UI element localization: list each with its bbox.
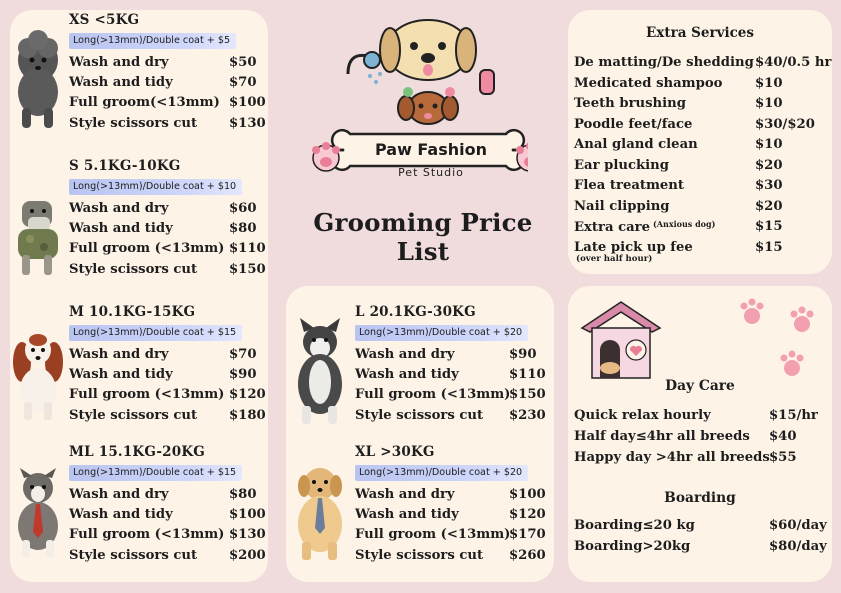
tier-xs — [69, 12, 266, 133]
price-row: Wash and tidy $90 — [69, 366, 257, 382]
boarding-title: Boarding — [664, 490, 736, 506]
daycare-row: Half day≤4hr all breeds $40 — [574, 429, 797, 444]
logo-name: Paw Fashion — [374, 140, 487, 159]
boarding-row: Boarding>20kg $80/day — [574, 539, 827, 554]
price-row: Style scissors cut $180 — [69, 407, 266, 423]
price-row: Full groom (<13mm) $150 — [355, 387, 546, 403]
daycare-title: Day Care — [665, 378, 735, 394]
tier-s — [69, 158, 266, 279]
coat-surcharge: Long(>13mm)/Double coat + $15 — [69, 465, 242, 481]
tier-m — [69, 304, 266, 425]
coat-surcharge: Long(>13mm)/Double coat + $5 — [69, 33, 236, 49]
price-row: Full groom (<13mm) $130 — [69, 527, 266, 543]
coat-surcharge: Long(>13mm)/Double coat + $20 — [355, 465, 528, 481]
price-row: Wash and tidy $80 — [69, 220, 257, 236]
extra-row: Ear plucking $20 — [574, 157, 783, 173]
price-row: Style scissors cut $150 — [69, 261, 266, 277]
price-row: Full groom(<13mm) $100 — [69, 95, 266, 111]
price-row: Style scissors cut $200 — [69, 547, 266, 563]
tier-title: XS <5KG — [69, 12, 140, 28]
aussie-illustration — [10, 468, 68, 560]
price-row: Wash and dry $50 — [69, 54, 257, 70]
price-row: Full groom (<13mm) $110 — [69, 241, 266, 257]
tier-l — [355, 304, 546, 425]
extra-row: Teeth brushing $10 — [574, 96, 783, 111]
extra-row: Nail clipping $20 — [574, 198, 783, 214]
paw-prints-decoration — [736, 296, 828, 388]
paw-fashion-logo — [298, 12, 528, 192]
extra-services — [568, 10, 832, 274]
price-row: Style scissors cut $260 — [355, 547, 546, 563]
price-row: Full groom (<13mm) $170 — [355, 527, 546, 543]
tier-title: S 5.1KG-10KG — [69, 158, 181, 174]
price-row: Wash and tidy $100 — [69, 506, 266, 522]
golden-retriever-illustration — [288, 462, 352, 562]
daycare-boarding — [568, 286, 832, 582]
page-title: Grooming Price List — [313, 208, 533, 266]
coat-surcharge: Long(>13mm)/Double coat + $20 — [355, 325, 528, 341]
price-row: Wash and dry $70 — [69, 346, 257, 362]
price-row: Wash and tidy $70 — [69, 74, 257, 90]
price-row: Wash and dry $80 — [69, 486, 257, 502]
extra-row: Medicated shampoo $10 — [574, 75, 783, 91]
husky-illustration — [288, 318, 352, 426]
coat-surcharge: Long(>13mm)/Double coat + $15 — [69, 325, 242, 341]
tier-title: ML 15.1KG-20KG — [69, 444, 205, 460]
price-row: Wash and tidy $110 — [355, 366, 546, 382]
extra-row: Anal gland clean $10 — [574, 137, 783, 152]
logo-artwork — [298, 12, 528, 192]
coat-surcharge: Long(>13mm)/Double coat + $10 — [69, 179, 242, 195]
logo-sub: Pet Studio — [398, 166, 464, 179]
extra-row: Flea treatment $30 — [574, 178, 783, 193]
tier-title: M 10.1KG-15KG — [69, 304, 196, 320]
schnauzer-illustration — [10, 195, 66, 279]
poodle-illustration — [10, 30, 68, 132]
spaniel-illustration — [10, 332, 68, 422]
daycare-row: Quick relax hourly $15/hr — [574, 408, 818, 423]
price-row: Style scissors cut $230 — [355, 407, 546, 423]
extra-row: Poodle feet/face $30/$20 — [574, 116, 815, 132]
boarding-row: Boarding≤20 kg $60/day — [574, 518, 827, 533]
price-row: Full groom (<13mm) $120 — [69, 387, 266, 403]
daycare-row: Happy day >4hr all breeds $55 — [574, 450, 797, 465]
tier-xl — [355, 444, 546, 565]
extra-row: Extra care $^{(Anxious dog)}$ $15 — [574, 219, 783, 235]
dog-house-illustration — [580, 298, 662, 382]
price-row: Wash and dry $100 — [355, 486, 546, 502]
extra-row: Late pick up fee $15 — [574, 239, 783, 255]
price-row: Wash and dry $60 — [69, 200, 257, 216]
extra-services-title: Extra Services — [646, 25, 754, 41]
tier-title: XL >30KG — [355, 444, 435, 460]
price-row: Style scissors cut $130 — [69, 115, 266, 131]
late-fee-note: (over half hour) — [576, 254, 653, 264]
tier-ml — [69, 444, 266, 565]
extra-row: De matting/De shedding $40/0.5 hr — [574, 55, 832, 70]
price-row: Wash and dry $90 — [355, 346, 537, 362]
price-row: Wash and tidy $120 — [355, 506, 546, 522]
tier-title: L 20.1KG-30KG — [355, 304, 476, 320]
